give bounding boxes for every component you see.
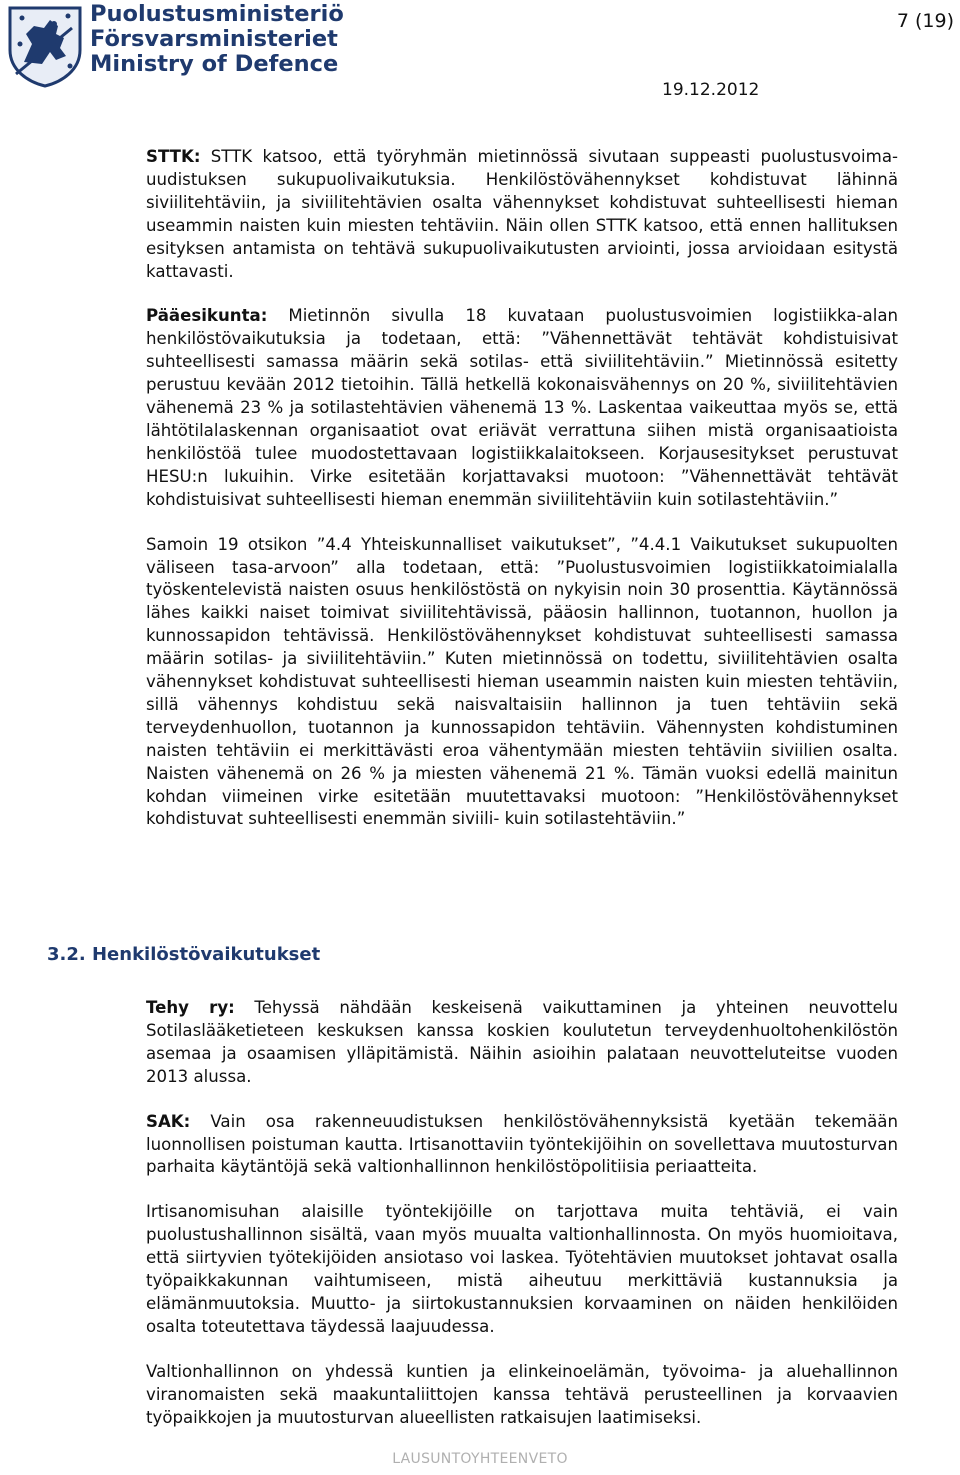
paragraph-lead: Pääesikunta: (146, 306, 268, 326)
paragraph-text: Mietinnön sivulla 18 kuvataan puolustusvoimien logistiikka-alan henkilöstövaikutuksia ja todetaan, että: ”Vähennettävät tehtävät kohdistuisivat suhteellisesti samassa määrin sekä sotilas- että siviilitehtäviin.” Mietinnössä esitetty perustuu kevään 2012 tietoihin. Tällä hetkellä kokonaisvähennys on 20 %, siviilitehtävien vähenemä 23 % ja sotilastehtävien vähenemä 13 %. Laskentaa vaikeuttaa myös se, että lähtötilalaskennan organisaatiot ovat eriävät verrattuna siihen mistä organisaatioista henkilöstöä tulee muodostettavaan logistiikkalaitokseen. Korjausesitykset perustuvat HESU:n lukuihin. Virke esitetään korjattavaksi muotoon: ”Vähennettävät tehtävät kohdistuisivat suhteellisesti hieman enemmän siviilitehtäviin kuin sotilastehtäviin.” (146, 306, 898, 509)
paragraph-lead: SAK: (146, 1111, 191, 1131)
page-footer: LAUSUNTOYHTEENVETO (392, 1451, 568, 1467)
page-number: 7 (19) (896, 10, 954, 32)
section-heading: 3.2. Henkilöstövaikutukset (47, 944, 321, 965)
paragraph-sttk (146, 146, 898, 283)
organization-name (90, 2, 344, 77)
paragraph-irtisanomisuhan: Irtisanomisuhan alaisille työntekijöille on tarjottava muita tehtäviä, ei vain puolustushallinnon sisältä, vaan myös muualta valtionhallinnosta. On myös huomioitava, että siirtyvien työtekijöiden ansiotaso voi laskea. Työtehtävien muutokset johtavat osalla työpaikkakunnan vaihtumiseen, mistä aiheutuu merkittäviä kustannuksia ja elämänmuutoksia. Muutto- ja siirtokustannuksien korvaaminen on näiden henkilöiden osalta toteutettava täydessä laajuudessa. (146, 1202, 898, 1336)
paragraph-text: Vain osa rakenneuudistuksen henkilöstövähennyksistä kyetään tekemään luonnollisen poistuman kautta. Irtisanottaviin työntekijöihin on sovellettava muutosturvan parhaita käytäntöjä sekä valtionhallinnon henkilöstöpolitiisia periaatteita. (146, 1111, 898, 1177)
paragraph-tehy (146, 997, 898, 1089)
lion-coat-of-arms-icon (6, 4, 84, 88)
org-name-sv: Försvarsministeriet (90, 26, 338, 52)
org-name-fi: Puolustusministeriö (90, 1, 344, 27)
paragraph-paaesikunta (146, 305, 898, 511)
body-section-2 (146, 997, 898, 1452)
paragraph-lead: STTK: (146, 147, 201, 166)
org-name-en: Ministry of Defence (90, 51, 339, 77)
paragraph-text: STTK katsoo, että työryhmän mietinnössä sivutaan suppeasti puolustusvoima-uudistuksen sukupuolivaikutuksia. Henkilöstövähennykset kohdistuvat lähinnä siviilitehtäviin, ja siviilitehtävien osalta vähennykset kohdistuvat suhteellisesti hieman useammin naisten kuin miesten tehtäviin. Näin ollen STTK katsoo, että ennen hallituksen esityksen antamista on tehtävä sukupuolivaikutusten arviointi, jossa arvioidaan esitystä kattavasti. (146, 147, 898, 281)
paragraph-lead: Tehy ry: (146, 998, 235, 1017)
document-date: 19.12.2012 (662, 80, 760, 100)
paragraph-text: Tehyssä nähdään keskeisenä vaikuttaminen ja yhteinen neuvottelu Sotilaslääketieteen keskuksen kanssa koskien koulutetun terveydenhuoltohenkilöstön asemaa ja osaamisen ylläpitämistä. Näihin asioihin palataan neuvotteluteitse vuoden 2013 alussa. (146, 998, 898, 1086)
paragraph-sak (146, 1111, 898, 1180)
body-section-1 (146, 146, 898, 853)
page-header (0, 0, 960, 110)
paragraph-samoin: Samoin 19 otsikon ”4.4 Yhteiskunnalliset vaikutukset”, ”4.4.1 Vaikutukset sukupuolten väliseen tasa-arvoon” alla todetaan, että: ”Puolustusvoimien logistiikkatoimialalla työskentelevistä naisten osuus henkilöstöstä on nykyisin noin 30 prosenttia. Käytännössä lähes kaikki naiset toimivat siviilitehtävissä, pääosin hallinnon, tuotannon, huollon ja kunnossapidon tehtävissä. Henkilöstövähennykset kohdistuvat suhteellisesti samassa määrin sotilas- ja siviilitehtäviin.” Kuten mietinnössä on todettu, siviilitehtävien osalta vähennykset kohdistuvat suhteellisesti hieman useammin naisten kuin miesten tehtäviin, sillä vähennys kohdistuu sekä naisvaltaisiin hallinnon ja tuen tehtäviin sekä terveydenhuollon, tuotannon ja kunnossapidon tehtäviin. Vähennysten kohdistuminen naisten tehtäviin ei merkittävästi eroa vähentymään miesten tehtäviin siviilien osalta. Naisten vähenemä on 26 % ja miesten vähenemä 21 %. Tämän vuoksi edellä mainitun kohdan viimeinen virke esitetään muutettavaksi muotoon: ”Henkilöstövähennykset kohdistuvat suhteellisesti enemmän siviili- kuin sotilastehtäviin.” (146, 534, 898, 829)
paragraph-valtionhallinnon: Valtionhallinnon on yhdessä kuntien ja elinkeinoelämän, työvoima- ja aluehallinnon viranomaisten sekä maakuntaliittojen kanssa tehtävä perusteellinen ja korvaavien työpaikkojen ja muutosturvan alueellisten ratkaisujen laatimiseksi. (146, 1361, 898, 1427)
